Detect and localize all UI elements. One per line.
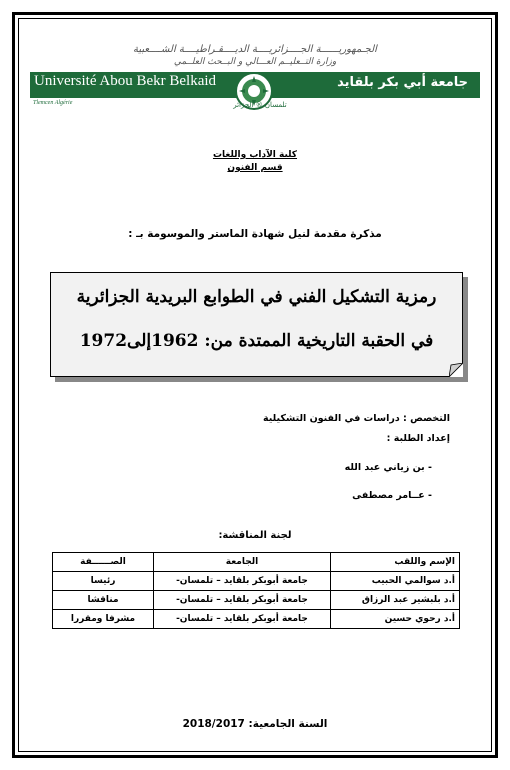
header-role: الصــــــفة bbox=[53, 553, 154, 572]
faculty-name: كلية الآداب واللغات bbox=[212, 150, 298, 160]
jury-member-university: جامعة أبوبكر بلقايد – تلمسان- bbox=[154, 591, 331, 610]
jury-member-name: أ.د سوالمي الحبيب bbox=[331, 572, 460, 591]
ministry-line: وزارة التــعليــم العـــالي و البــحث العلــمي bbox=[173, 57, 337, 67]
header-university: الجامعة bbox=[154, 553, 331, 572]
table-row bbox=[53, 610, 460, 629]
prepared-by-label: إعداد الطلبة : bbox=[386, 433, 450, 444]
jury-member-university: جامعة أبوبكر بلقايد – تلمسان- bbox=[154, 610, 331, 629]
university-name-fr: Université Abou Bekr Belkaid bbox=[34, 73, 217, 89]
jury-member-university: جامعة أبوبكر بلقايد – تلمسان- bbox=[154, 572, 331, 591]
jury-member-name: أ.د بلبشير عبد الرزاق bbox=[331, 591, 460, 610]
specialty: التخصص : دراسات في الفنون التشكيلية bbox=[263, 413, 450, 424]
jury-title: لجنة المناقشة: bbox=[218, 530, 292, 541]
thesis-title-line2: في الحقبة التاريخية الممتدة من: 1962إلى1972 bbox=[79, 331, 434, 351]
table-row bbox=[53, 572, 460, 591]
page-fold-icon bbox=[449, 363, 463, 377]
student-name: - بن زياني عبد الله bbox=[344, 462, 432, 473]
thesis-title-box bbox=[50, 272, 463, 377]
tlemcen-ar: تلمسان ® الجزائر bbox=[233, 101, 287, 109]
academic-year: السنة الجامعية: 2018/2017 bbox=[182, 718, 328, 730]
jury-member-role: مناقشا bbox=[53, 591, 154, 610]
student-name: - عــامر مصطفى bbox=[352, 490, 432, 501]
thesis-title-line1: رمزية التشكيل الفني في الطوابع البريدية الجزائرية bbox=[76, 287, 437, 307]
department-name: قسم الفنون bbox=[227, 163, 283, 173]
table-header-row bbox=[53, 553, 460, 572]
table-row bbox=[53, 591, 460, 610]
jury-table bbox=[52, 552, 460, 629]
tlemcen-fr: Tlemcen Algérie bbox=[33, 100, 73, 106]
jury-member-role: مشرفا ومقررا bbox=[53, 610, 154, 629]
jury-member-name: أ.د رحوي حسين bbox=[331, 610, 460, 629]
memo-intro: مذكرة مقدمة لنيل شهادة الماستر والموسومة بـ : bbox=[128, 228, 382, 240]
page-border-inner bbox=[18, 18, 492, 752]
republic-line: الجـمهوريــــــة الجــــزائريــــة الديــــقـراطيــــة الشــــعبية bbox=[133, 44, 377, 55]
header-name: الإسم واللقب bbox=[331, 553, 460, 572]
jury-member-role: رئيسا bbox=[53, 572, 154, 591]
university-name-ar: جامعة أبي بكر بلقايد bbox=[337, 75, 468, 90]
